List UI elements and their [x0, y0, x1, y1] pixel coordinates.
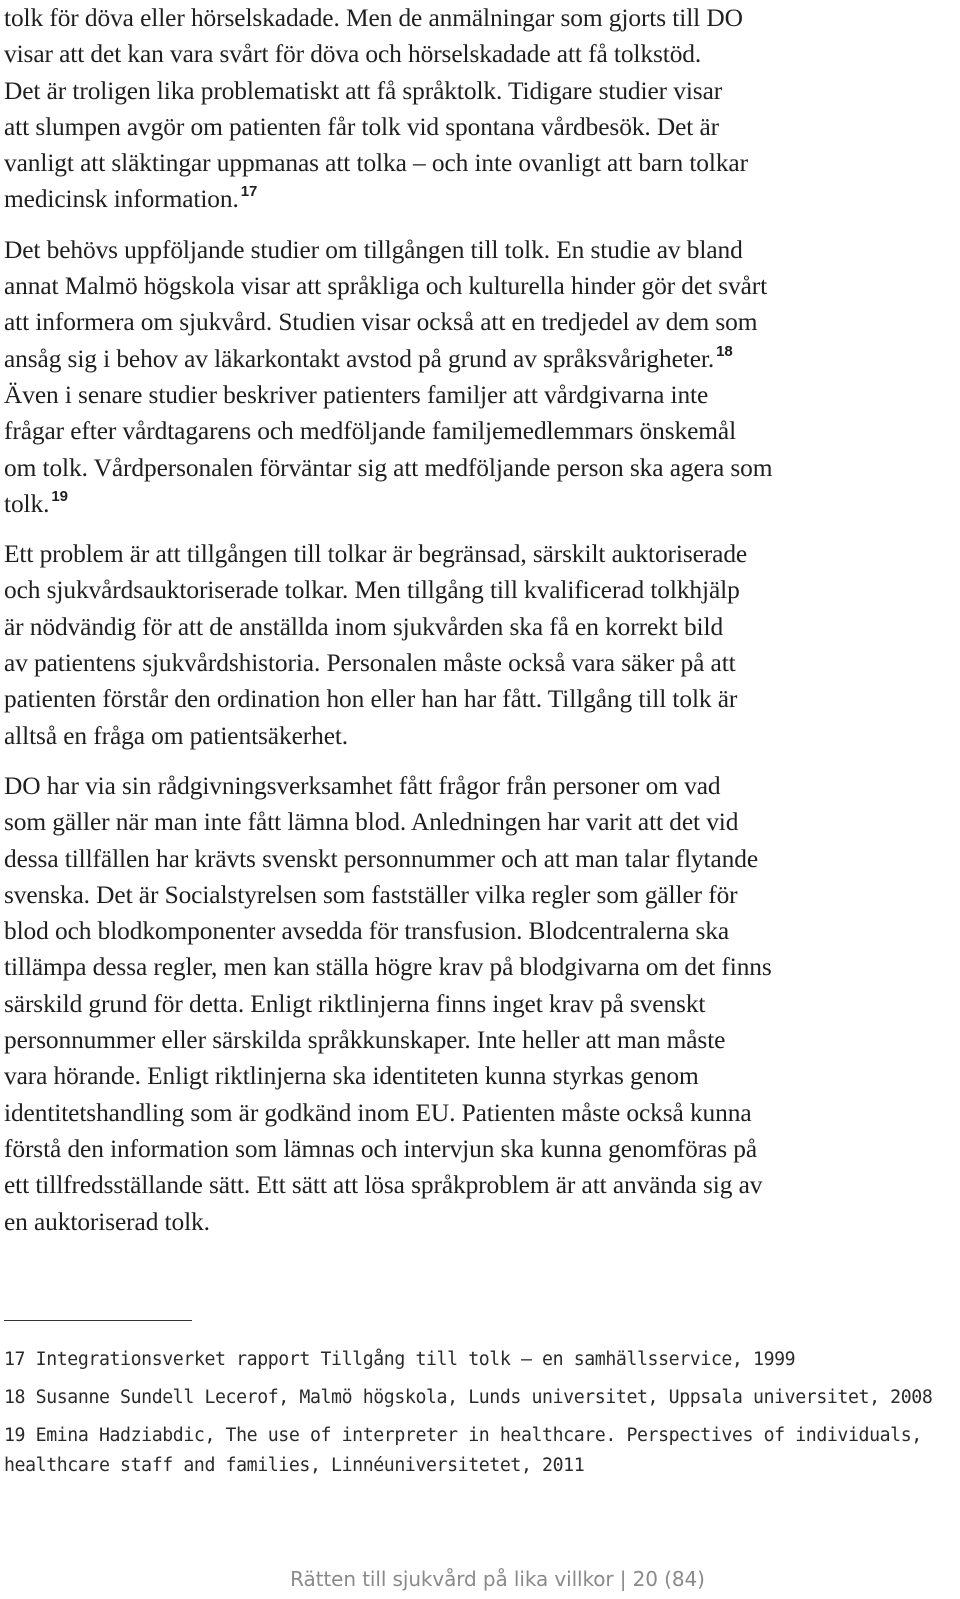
text-line: vara hörande. Enligt riktlinjerna ska identiteten kunna styrkas genom: [4, 1062, 699, 1091]
text-line: Ett problem är att tillgången till tolkar är begränsad, särskilt auktoriserade: [4, 540, 748, 569]
page-footer: Rätten till sjukvård på lika villkor | 20 (84): [290, 1567, 705, 1591]
text-line: DO har via sin rådgivningsverksamhet fått frågor från personer om vad: [4, 771, 721, 800]
text-line: ett tillfredsställande sätt. Ett sätt att lösa språkproblem är att använda sig av: [4, 1171, 763, 1200]
text-line: Det är troligen lika problematiskt att få språktolk. Tidigare studier visar: [4, 76, 723, 105]
text-line: tolk för döva eller hörselskadade. Men de anmälningar som gjorts till DO: [4, 4, 743, 32]
text-line: att slumpen avgör om patienten får tolk vid spontana vårdbesök. Det är: [4, 112, 720, 141]
footnote-line: healthcare staff and families, Linnéuniversitetet, 2011: [4, 1455, 585, 1476]
paragraph-4: [4, 768, 944, 1240]
text-line: Även i senare studier beskriver patienters familjer att vårdgivarna inte: [4, 380, 709, 409]
text-line: [4, 486, 944, 522]
text-line: av patientens sjukvårdshistoria. Personalen måste också vara säker på att: [4, 649, 736, 678]
text-line: Det behövs uppföljande studier om tillgången till tolk. En studie av bland: [4, 235, 743, 264]
text-line-content: tolk.: [4, 489, 50, 518]
text-line: en auktoriserad tolk.: [4, 1207, 210, 1236]
footnote-line: 17 Integrationsverket rapport Tillgång till tolk – en samhällsservice, 1999: [4, 1349, 796, 1370]
footnotes: [4, 1345, 944, 1489]
paragraph-3: [4, 536, 944, 754]
text-line: förstå den information som lämnas och intervjun ska kunna genomföras på: [4, 1134, 758, 1163]
footnote-19: [4, 1421, 944, 1481]
text-line: svenska. Det är Socialstyrelsen som fastställer vilka regler som gäller för: [4, 880, 738, 909]
text-line: som gäller när man inte fått lämna blod. Anledningen har varit att det vid: [4, 808, 739, 837]
text-line-content: medicinsk information.: [4, 185, 239, 214]
text-line: och sjukvårdsauktoriserade tolkar. Men tillgång till kvalificerad tolkhjälp: [4, 576, 740, 605]
text-line: annat Malmö högskola visar att språkliga och kulturella hinder gör det svårt: [4, 272, 768, 301]
body-text: [4, 0, 944, 1254]
paragraph-1: [4, 0, 944, 218]
footnote-line: 19 Emina Hadziabdic, The use of interpreter in healthcare. Perspectives of individuals,: [4, 1425, 922, 1446]
text-line: [4, 181, 944, 217]
text-line: särskild grund för detta. Enligt riktlinjerna finns inget krav på svenskt: [4, 989, 706, 1018]
text-line: att informera om sjukvård. Studien visar också att en tredjedel av dem som: [4, 308, 758, 337]
text-line: blod och blodkomponenter avsedda för transfusion. Blodcentralerna ska: [4, 917, 729, 946]
text-line: [4, 341, 944, 377]
footnote-line: 18 Susanne Sundell Lecerof, Malmö högskola, Lunds universitet, Uppsala universitet, 2008: [4, 1387, 933, 1408]
text-line: patienten förstår den ordination hon eller han har fått. Tillgång till tolk är: [4, 685, 738, 714]
text-line: tillämpa dessa regler, men kan ställa högre krav på blodgivarna om det finns: [4, 953, 772, 982]
footnote-ref-17: 17: [240, 183, 258, 201]
footnote-18: [4, 1383, 944, 1413]
text-line: alltså en fråga om patientsäkerhet.: [4, 721, 349, 750]
text-line: om tolk. Vårdpersonalen förväntar sig att medföljande person ska agera som: [4, 453, 773, 482]
paragraph-2: [4, 232, 944, 522]
text-line: vanligt att släktingar uppmanas att tolka – och inte ovanligt att barn tolkar: [4, 149, 748, 178]
text-line: identitetshandling som är godkänd inom EU. Patienten måste också kunna: [4, 1098, 752, 1127]
text-line-content: ansåg sig i behov av läkarkontakt avstod på grund av språksvårigheter.: [4, 344, 715, 373]
footnote-ref-18: 18: [716, 342, 733, 360]
text-line: är nödvändig för att de anställda inom sjukvården ska få en korrekt bild: [4, 612, 724, 641]
text-line: personnummer eller särskilda språkkunskaper. Inte heller att man måste: [4, 1026, 726, 1055]
footnote-divider: [4, 1320, 192, 1321]
text-line: dessa tillfällen har krävts svenskt personnummer och att man talar flytande: [4, 844, 758, 873]
footnote-17: [4, 1345, 944, 1375]
text-line: frågar efter vårdtagarens och medföljande familjemedlemmars önskemål: [4, 417, 737, 446]
footnote-ref-19: 19: [51, 487, 68, 505]
text-line: visar att det kan vara svårt för döva och hörselskadade att få tolkstöd.: [4, 40, 702, 69]
